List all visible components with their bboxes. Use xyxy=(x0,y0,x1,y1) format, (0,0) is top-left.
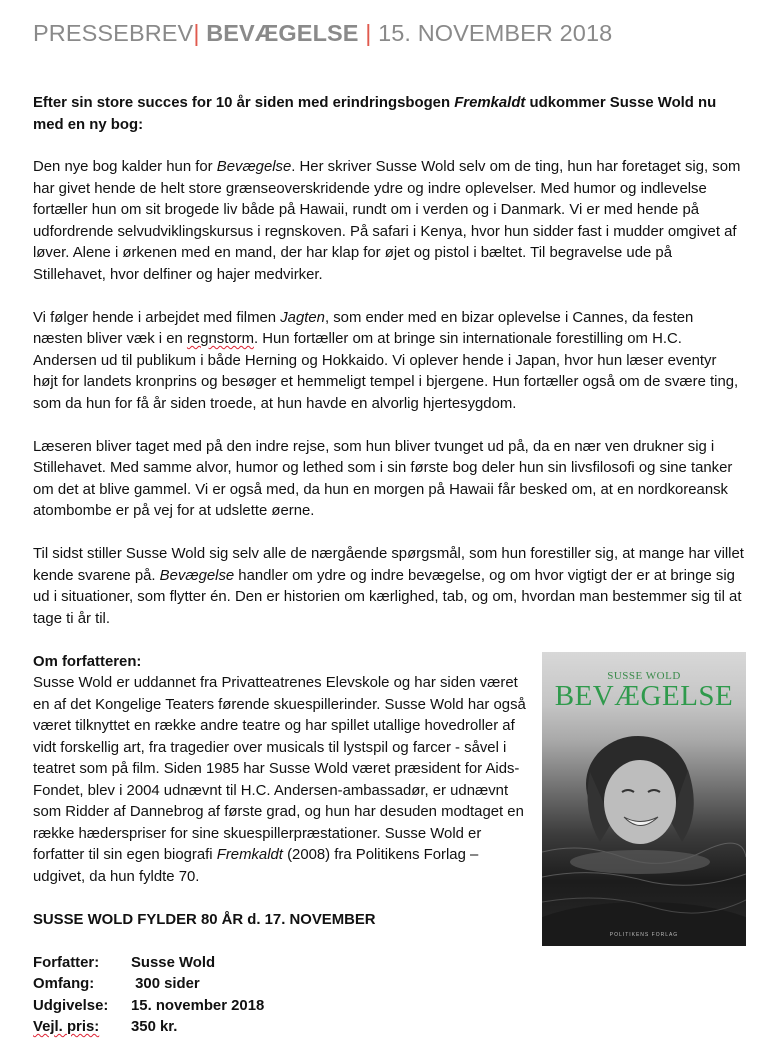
fact-key: Forfatter: xyxy=(33,954,100,971)
fact-row xyxy=(33,1017,745,1039)
header-separator: | xyxy=(365,20,372,46)
fact-value: 300 sider xyxy=(131,976,200,992)
about-text-part: (2008) fra Politikens Forlag – udgivet, da hun fyldte 70. xyxy=(33,847,479,885)
header-separator: | xyxy=(193,20,200,46)
about-title: Om forfatteren: xyxy=(33,653,142,670)
birthday-headline: SUSSE WOLD FYLDER 80 ÅR d. 17. NOVEMBER xyxy=(33,911,376,928)
cover-author: SUSSE WOLD xyxy=(607,670,681,682)
intro-book-title: Fremkaldt xyxy=(454,95,526,111)
spellcheck-word: regnstorm xyxy=(186,331,254,347)
intro-text: udkommer Susse Wold nu med en ny bog: xyxy=(33,95,717,133)
paragraph-text: , som ender med en bizar oplevelse i Cannes, da festen næsten bliver væk i en xyxy=(33,309,694,347)
cover-publisher: POLITIKENS FORLAG xyxy=(609,932,679,938)
body-paragraph-4 xyxy=(33,544,745,630)
paragraph-text: . Her skriver Susse Wold selv om de ting, hun har foretaget sig, som har givet hende de helt store grænseoverskridende ydre og indre oplevelser. Med humor og indlevelse fortæller hun om sit brogede liv både på Hawaii, rundt om i verden og i Danmark. Vi er med hende på udfordrende selvudviklingskursus i regnskoven. På safari i Kenya, hvor hun sidder fast i mudder omgivet af løver. Alene i ørkenen med en mand, der har klap for øjet og pistol i bæltet. Til begravelse ude på Stillehavet, hvor delfiner og hajer medvirker. xyxy=(33,159,741,283)
fact-value: Susse Wold xyxy=(131,954,216,971)
book-title: Bevægelse xyxy=(159,567,235,584)
header-title: BEVÆGELSE xyxy=(206,20,359,46)
book-cover-image xyxy=(542,652,746,946)
header-date: 15. NOVEMBER 2018 xyxy=(378,20,613,46)
fact-key: Udgivelse: xyxy=(33,997,109,1014)
paragraph-text: . Hun fortæller om at bringe sin internationale forestilling om H.C. Andersen ud til publikum i både Herning og Hokkaido. Vi oplever hende i Japan, hvor hun læser eventyr højt for landets kronprins og besøger et hemmeligt tempel i bjergene. Hun fortæller også om de svære ting, som da hun for få år siden troede, at hun havde en alvorlig hjertesygdom. xyxy=(33,331,739,412)
paragraph-text: Til sidst stiller Susse Wold sig selv alle de nærgående spørgsmål, som hun forestiller sig, at mange har villet kende svarene på. xyxy=(33,546,744,584)
paragraph-text: handler om ydre og indre bevægelse, og om hvor vigtigt der er at bringe sig ud i situationer, som flytter én. Den er historien om kærlighed, tab, og om, hvordan man bestemmer sig til at tage ti år til. xyxy=(33,567,742,627)
fact-key: Vejl. pris: xyxy=(33,1019,100,1035)
book-facts xyxy=(33,953,745,1039)
film-title: Jagten xyxy=(280,309,325,326)
header-label: PRESSEBREV xyxy=(33,20,194,46)
about-text-part: Susse Wold er uddannet fra Privatteatrenes Elevskole og har siden været en af det Kongelige Teaters førende skuespillerinder. Susse Wold har også været tilknyttet en række andre teatre og har spillet utallige hovedroller af vidt forskellig art, fra tragedier over musicals til lystspil og farcer - såvel i teatret som på film. Siden 1985 har Susse Wold været præsident for Aids-Fondet, blev i 2004 udnævnt til H.C. Andersen-ambassadør, er udnævnt som Ridder af Dannebrog af første grad, og hun har desuden modtaget en række hæderspriser for sine skuespillerpræstationer. Susse Wold er forfatter til sin egen biografi xyxy=(33,675,526,863)
fact-value: 15. november 2018 xyxy=(131,997,265,1014)
about-text xyxy=(33,673,533,888)
fact-row xyxy=(33,996,745,1018)
fact-row xyxy=(33,953,745,975)
body-paragraph-3: Læseren bliver taget med på den indre rejse, som hun bliver tvunget ud på, da en nær ven drukner sig i Stillehavet. Med samme alvor, humor og lethed som i sin første bog deler hun sin livsfilosofi og sine tanker om det at blive gammel. Vi er også med, da hun en morgen på Hawaii får besked om, at en nordkoreansk atombombe er på vej for at udslette øerne. xyxy=(33,438,733,519)
book-title: Bevægelse xyxy=(216,159,292,175)
book-title: Fremkaldt xyxy=(216,847,283,863)
document-header xyxy=(33,20,612,47)
body-paragraph-1 xyxy=(33,157,745,286)
fact-value: 350 kr. xyxy=(131,1019,178,1035)
cover-title: BEVÆGELSE xyxy=(554,680,734,712)
paragraph-text: Den nye bog kalder hun for xyxy=(33,159,217,175)
body-paragraph-2 xyxy=(33,308,745,416)
intro-text: Efter sin store succes for 10 år siden med erindringsbogen xyxy=(33,95,455,111)
paragraph-text: Vi følger hende i arbejdet med filmen xyxy=(33,309,281,326)
fact-row xyxy=(33,974,745,996)
intro-paragraph xyxy=(33,93,745,136)
fact-key: Omfang: xyxy=(33,976,95,992)
